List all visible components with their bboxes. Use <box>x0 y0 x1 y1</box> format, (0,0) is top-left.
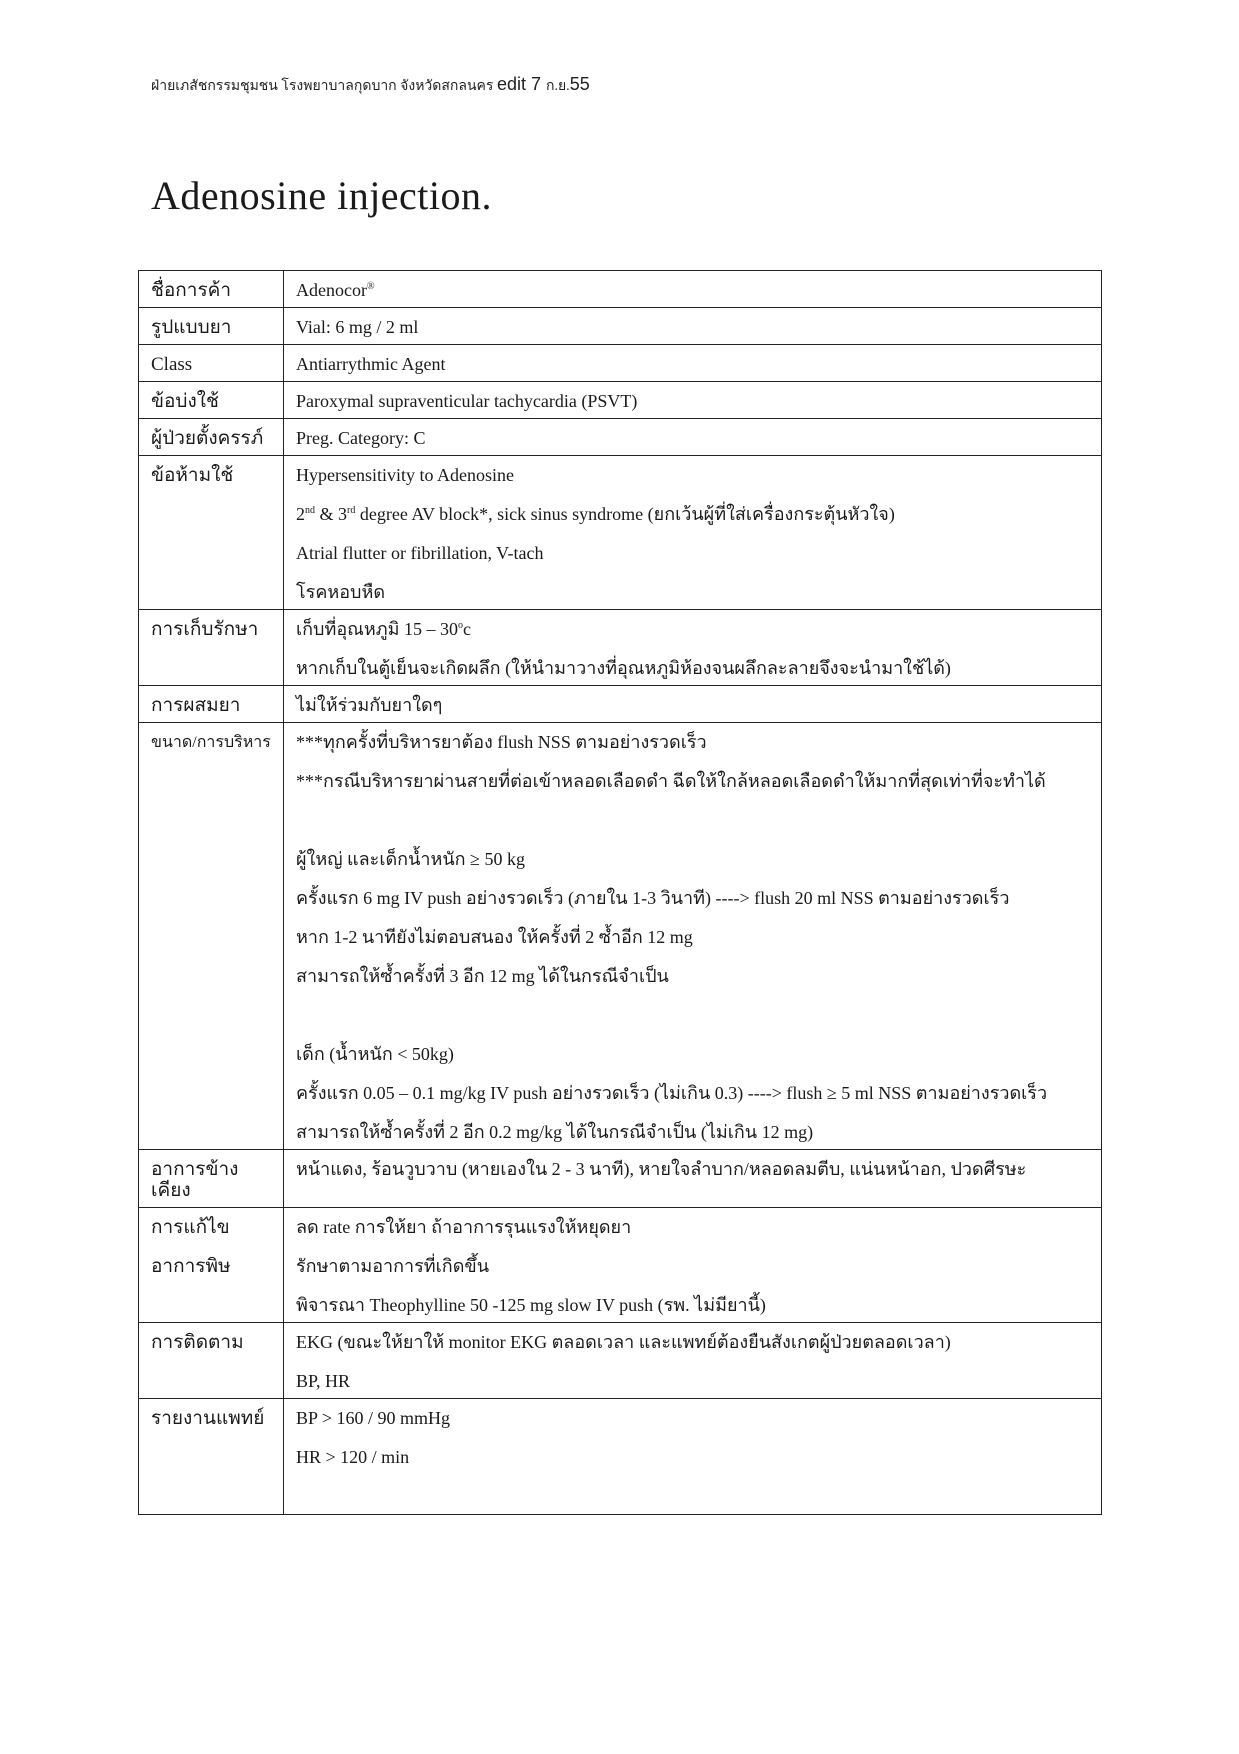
value-monitoring <box>284 1323 1102 1399</box>
monitoring-line: EKG (ขณะให้ยาให้ monitor EKG ตลอดเวลา และแพทย์ต้องยืนสังเกตผู้ป่วยตลอดเวลา) <box>296 1332 951 1352</box>
label-toxicity-line: การแก้ไข <box>151 1217 230 1238</box>
degree-number: & 3 <box>315 504 348 524</box>
label-pregnancy: ผู้ป่วยตั้งครรภ์ <box>139 419 284 456</box>
contraindication-line: โรคหอบหืด <box>296 582 386 602</box>
label-toxicity <box>139 1208 284 1323</box>
label-report: รายงานแพทย์ <box>139 1399 284 1515</box>
monitoring-line: BP, HR <box>296 1371 351 1391</box>
storage-temp-text: เก็บที่อุณหภูมิ 15 – 30 <box>296 619 458 639</box>
row-form <box>139 308 1102 345</box>
contraindication-line: Hypersensitivity to Adenosine <box>296 465 514 485</box>
label-toxicity-line: อาการพิษ <box>151 1256 231 1277</box>
page-title: Adenosine injection. <box>151 173 493 218</box>
value-storage <box>284 610 1102 686</box>
contraindication-line: Atrial flutter or fibrillation, V-tach <box>296 543 544 563</box>
value-contraindication <box>284 456 1102 610</box>
row-toxicity <box>139 1208 1102 1323</box>
dosage-line: ครั้งแรก 6 mg IV push อย่างรวดเร็ว (ภายใน 1-3 วินาที) ----> flush 20 ml NSS ตามอย่างรวดเร็ว <box>296 888 1010 908</box>
registered-mark: ® <box>366 281 375 292</box>
contraindication-line <box>296 504 1089 525</box>
degree-number: 2 <box>296 504 305 524</box>
dosage-line: ***กรณีบริหารยาผ่านสายที่ต่อเข้าหลอดเลือดดำ ฉีดให้ใกล้หลอดเลือดดำให้มากที่สุดเท่าที่จะทำได้ <box>296 771 1046 791</box>
label-form: รูปแบบยา <box>139 308 284 345</box>
label-mixing: การผสมยา <box>139 686 284 723</box>
dosage-line: ครั้งแรก 0.05 – 0.1 mg/kg IV push อย่างรวดเร็ว (ไม่เกิน 0.3) ----> flush ≥ 5 ml NSS ตามอย่างรวดเร็ว <box>296 1083 1048 1103</box>
storage-temp-unit: c <box>462 619 471 639</box>
ordinal-suffix: nd <box>305 505 315 516</box>
label-storage: การเก็บรักษา <box>139 610 284 686</box>
storage-line <box>296 619 1089 640</box>
row-indication <box>139 382 1102 419</box>
page-header <box>151 74 590 97</box>
toxicity-line: รักษาตามอาการที่เกิดขึ้น <box>296 1256 490 1276</box>
header-edit: edit 7 <box>496 74 546 94</box>
header-department: ฝ่ายเภสัชกรรมชุมชน โรงพยาบาลกุดบาก จังหวัดสกลนคร <box>151 79 497 94</box>
label-dosage: ขนาด/การบริหาร <box>139 723 284 1150</box>
value-report <box>284 1399 1102 1515</box>
toxicity-line: ลด rate การให้ยา ถ้าอาการรุนแรงให้หยุดยา <box>296 1217 632 1237</box>
label-class: Class <box>139 345 284 382</box>
value-indication: Paroxymal supraventicular tachycardia (PSVT) <box>284 382 1102 419</box>
dosage-line: ***ทุกครั้งที่บริหารยาต้อง flush NSS ตามอย่างรวดเร็ว <box>296 732 707 752</box>
row-storage <box>139 610 1102 686</box>
row-mixing <box>139 686 1102 723</box>
row-contraindication <box>139 456 1102 610</box>
row-side-effects <box>139 1150 1102 1208</box>
value-side-effects: หน้าแดง, ร้อนวูบวาบ (หายเองใน 2 - 3 นาที), หายใจลำบาก/หลอดลมตีบ, แน่นหน้าอก, ปวดศีรษะ <box>284 1150 1102 1208</box>
value-brand <box>284 271 1102 308</box>
header-date-prefix: ก.ย. <box>546 79 570 94</box>
header-date-year: 55 <box>569 74 590 94</box>
row-pregnancy <box>139 419 1102 456</box>
contraindication-text: degree AV block*, sick sinus syndrome (ยกเว้นผู้ที่ใส่เครื่องกระตุ้นหัวใจ) <box>355 504 895 524</box>
value-mixing: ไม่ให้ร่วมกับยาใดๆ <box>284 686 1102 723</box>
value-dosage <box>284 723 1102 1150</box>
label-side-effects: อาการข้างเคียง <box>139 1150 284 1208</box>
degree-sign: o <box>457 620 463 631</box>
value-form: Vial: 6 mg / 2 ml <box>284 308 1102 345</box>
drug-info-table <box>138 270 1102 1515</box>
value-class: Antiarrythmic Agent <box>284 345 1102 382</box>
storage-line: หากเก็บในตู้เย็นจะเกิดผลึก (ให้นำมาวางที่อุณหภูมิห้องจนผลึกละลายจึงจะนำมาใช้ได้) <box>296 658 951 678</box>
report-line: HR > 120 / min <box>296 1447 410 1467</box>
row-dosage <box>139 723 1102 1150</box>
ordinal-suffix: rd <box>347 505 356 516</box>
label-indication: ข้อบ่งใช้ <box>139 382 284 419</box>
label-monitoring: การติดตาม <box>139 1323 284 1399</box>
toxicity-line: พิจารณา Theophylline 50 -125 mg slow IV push (รพ. ไม่มียานี้) <box>296 1295 766 1315</box>
dosage-line-blank <box>296 1005 1089 1026</box>
row-report <box>139 1399 1102 1515</box>
dosage-line: ผู้ใหญ่ และเด็กน้ำหนัก ≥ 50 kg <box>296 849 525 869</box>
label-brand: ชื่อการค้า <box>139 271 284 308</box>
row-monitoring <box>139 1323 1102 1399</box>
row-brand <box>139 271 1102 308</box>
dosage-line: หาก 1-2 นาทียังไม่ตอบสนอง ให้ครั้งที่ 2 ซ้ำอีก 12 mg <box>296 927 693 947</box>
value-pregnancy: Preg. Category: C <box>284 419 1102 456</box>
dosage-line: สามารถให้ซ้ำครั้งที่ 2 อีก 0.2 mg/kg ได้ในกรณีจำเป็น (ไม่เกิน 12 mg) <box>296 1122 814 1142</box>
dosage-line: เด็ก (น้ำหนัก < 50kg) <box>296 1044 454 1064</box>
dosage-line: สามารถให้ซ้ำครั้งที่ 3 อีก 12 mg ได้ในกรณีจำเป็น <box>296 966 669 986</box>
row-class <box>139 345 1102 382</box>
value-toxicity <box>284 1208 1102 1323</box>
brand-name: Adenocor <box>296 280 367 300</box>
dosage-line-blank <box>296 810 1089 831</box>
report-line: BP > 160 / 90 mmHg <box>296 1408 451 1428</box>
label-contraindication: ข้อห้ามใช้ <box>139 456 284 610</box>
